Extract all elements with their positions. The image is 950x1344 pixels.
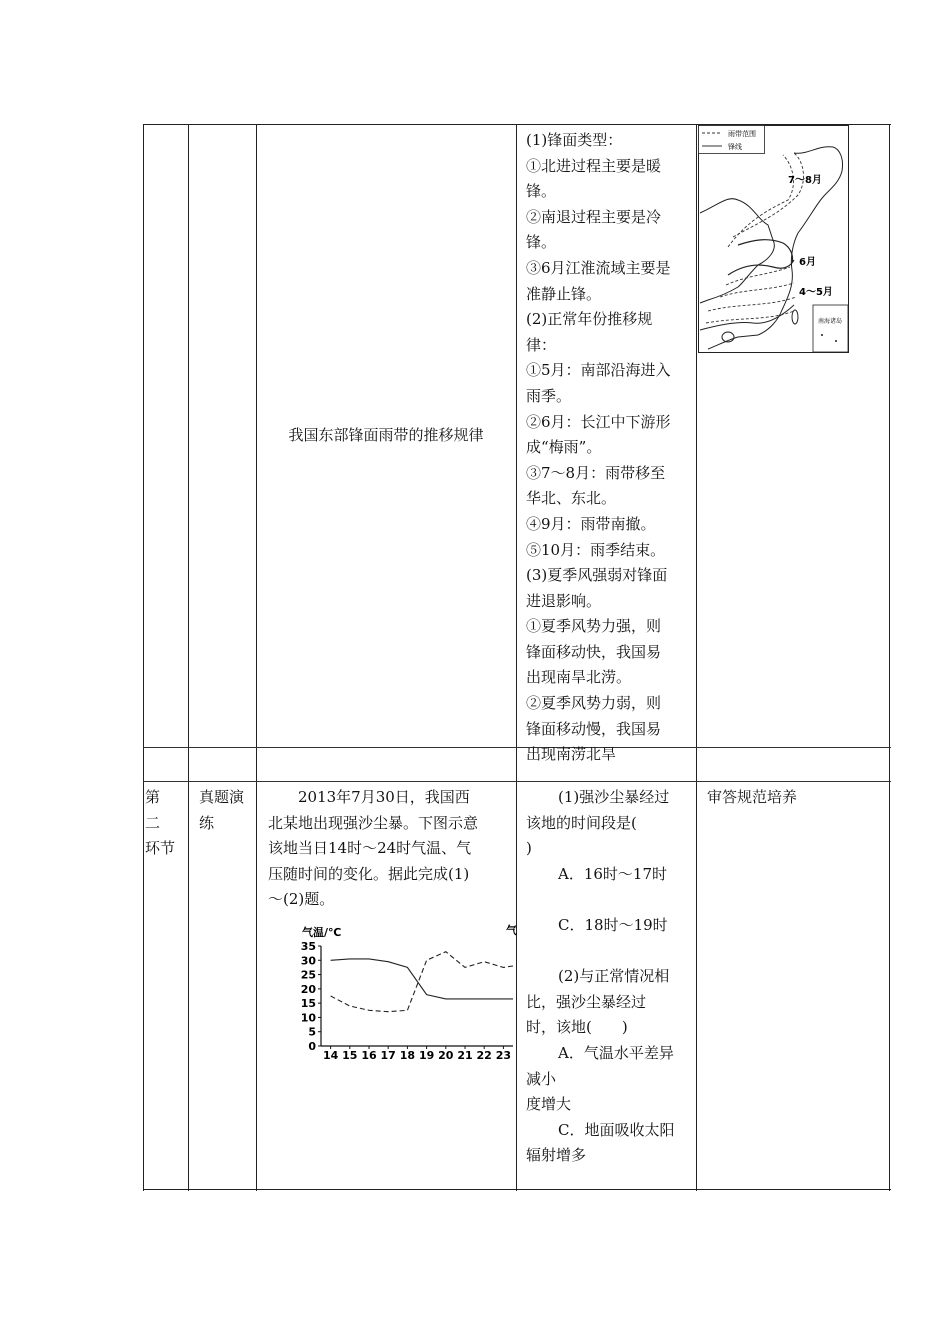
label-4-5: 4～5月 — [799, 287, 833, 298]
question-line: A．气温水平差异 — [558, 1043, 674, 1062]
question-line: 该地的时间段是( — [526, 813, 637, 832]
y-tick-label: 20 — [300, 982, 316, 996]
section-line: 第 二 — [145, 788, 176, 832]
content-line: ①5月：南部沿海进入 — [526, 361, 671, 380]
lesson-table — [143, 124, 891, 1191]
row3-section — [145, 785, 188, 862]
row3-questions — [526, 785, 691, 1169]
legend-front: 锋线 — [728, 143, 742, 151]
row1-content — [526, 128, 691, 768]
question-line: 辐射增多 — [526, 1146, 587, 1165]
question-line: 度增大 — [526, 1095, 572, 1114]
row1-topic — [256, 124, 516, 747]
content-line: ⑤10月：雨季结束。 — [526, 540, 666, 559]
y-tick-label: 10 — [300, 1011, 316, 1025]
content-line: ②6月：长江中下游形 — [526, 412, 671, 431]
temperature-chart — [293, 924, 517, 1062]
question-line — [526, 887, 691, 913]
stage-line: 真题演 — [199, 788, 245, 806]
x-tick-label: 21 — [457, 1049, 473, 1062]
question-line: 减小 — [526, 1069, 557, 1088]
legend-rain: 雨带范围 — [728, 130, 756, 138]
topic-text: 我国东部锋面雨带的推移规律 — [288, 425, 484, 444]
question-line: (1)强沙尘暴经过 — [558, 788, 670, 806]
row3-stage — [199, 785, 255, 836]
temperature-chart-svg — [293, 924, 517, 1062]
intro-line: 该地当日14时～24时气温、气 — [268, 839, 472, 858]
section-line: 环节 — [145, 839, 176, 858]
y-axis-label: 气温/℃ — [302, 926, 342, 939]
content-line: (1)锋面类型： — [526, 131, 623, 149]
question-line: 比，强沙尘暴经过 — [526, 992, 647, 1011]
x-tick-label: 19 — [418, 1049, 435, 1062]
content-line: ②夏季风势力弱，则 — [526, 694, 662, 713]
content-line: ①北进过程主要是暖 — [526, 156, 662, 175]
content-line: 锋。 — [526, 182, 557, 201]
x-tick-label: 23 — [495, 1049, 512, 1062]
intro-line: 2013年7月30日，我国西 — [298, 788, 470, 806]
content-line: ③7～8月：雨带移至 — [526, 463, 666, 482]
answer-norm-text: 审答规范培养 — [707, 788, 798, 806]
x-tick-label: 20 — [438, 1049, 454, 1062]
content-line: 锋面移动快，我国易 — [526, 642, 662, 661]
question-line: 时，该地( ) — [526, 1018, 628, 1037]
y-tick-label: 30 — [300, 954, 316, 968]
content-line: 律： — [526, 335, 557, 354]
question-line: (2)与正常情况相 — [558, 967, 670, 986]
x-tick-label: 17 — [380, 1049, 396, 1062]
row3-col5 — [707, 785, 882, 811]
label-6: 6月 — [799, 257, 816, 268]
content-line: 出现南涝北旱 — [526, 745, 617, 764]
content-line: (3)夏季风强弱对锋面 — [526, 566, 668, 585]
series-solid-line — [331, 959, 513, 999]
content-line: ①夏季风势力强，则 — [526, 617, 662, 636]
content-line: 准静止锋。 — [526, 284, 602, 303]
rainbelt-map — [698, 125, 849, 353]
question-line: A．16时～17时 — [558, 864, 668, 883]
x-tick-label: 14 — [322, 1049, 339, 1062]
question-line: C．18时～19时 — [558, 915, 668, 934]
intro-line: ～(2)题。 — [268, 890, 335, 909]
x-tick-label: 18 — [399, 1049, 416, 1062]
intro-line: 北某地出现强沙尘暴。下图示意 — [268, 813, 479, 832]
y-tick-label: 0 — [308, 1040, 316, 1053]
content-line: ②南退过程主要是冷 — [526, 207, 662, 226]
content-line: (2)正常年份推移规 — [526, 310, 653, 329]
chart-lines — [331, 952, 513, 1012]
content-line: 锋。 — [526, 233, 557, 252]
x-tick-label: 22 — [476, 1049, 492, 1062]
question-line: C．地面吸收太阳 — [558, 1120, 675, 1139]
content-line: ④9月：雨带南撤。 — [526, 514, 656, 533]
stage-line: 练 — [199, 813, 215, 832]
y-tick-label: 15 — [300, 997, 316, 1011]
row3-intro — [268, 785, 512, 913]
y-tick-label: 35 — [300, 940, 316, 953]
content-line: 雨季。 — [526, 386, 572, 405]
intro-line: 压随时间的变化。据此完成(1) — [268, 864, 470, 883]
content-line: 锋面移动慢，我国易 — [526, 719, 662, 738]
question-line: ) — [526, 839, 532, 858]
content-line: 华北、东北。 — [526, 489, 617, 508]
x-tick-label: 16 — [361, 1049, 377, 1062]
right-axis-label-partial: 气 — [506, 924, 517, 937]
inset-label: 南海诸岛 — [817, 318, 843, 325]
label-7-8: 7～8月 — [788, 175, 822, 186]
content-line: 成“梅雨”。 — [526, 438, 602, 457]
rainbelt-map-svg — [698, 125, 849, 353]
content-line: 进退影响。 — [526, 591, 602, 610]
question-line — [526, 939, 691, 965]
chart-axes — [301, 940, 513, 1062]
y-tick-label: 5 — [308, 1025, 316, 1039]
y-tick-label: 25 — [300, 968, 316, 982]
content-line: 出现南旱北涝。 — [526, 668, 632, 687]
x-tick-label: 15 — [342, 1049, 358, 1062]
series-dashed-line — [331, 952, 513, 1012]
content-line: ③6月江淮流域主要是 — [526, 258, 671, 277]
